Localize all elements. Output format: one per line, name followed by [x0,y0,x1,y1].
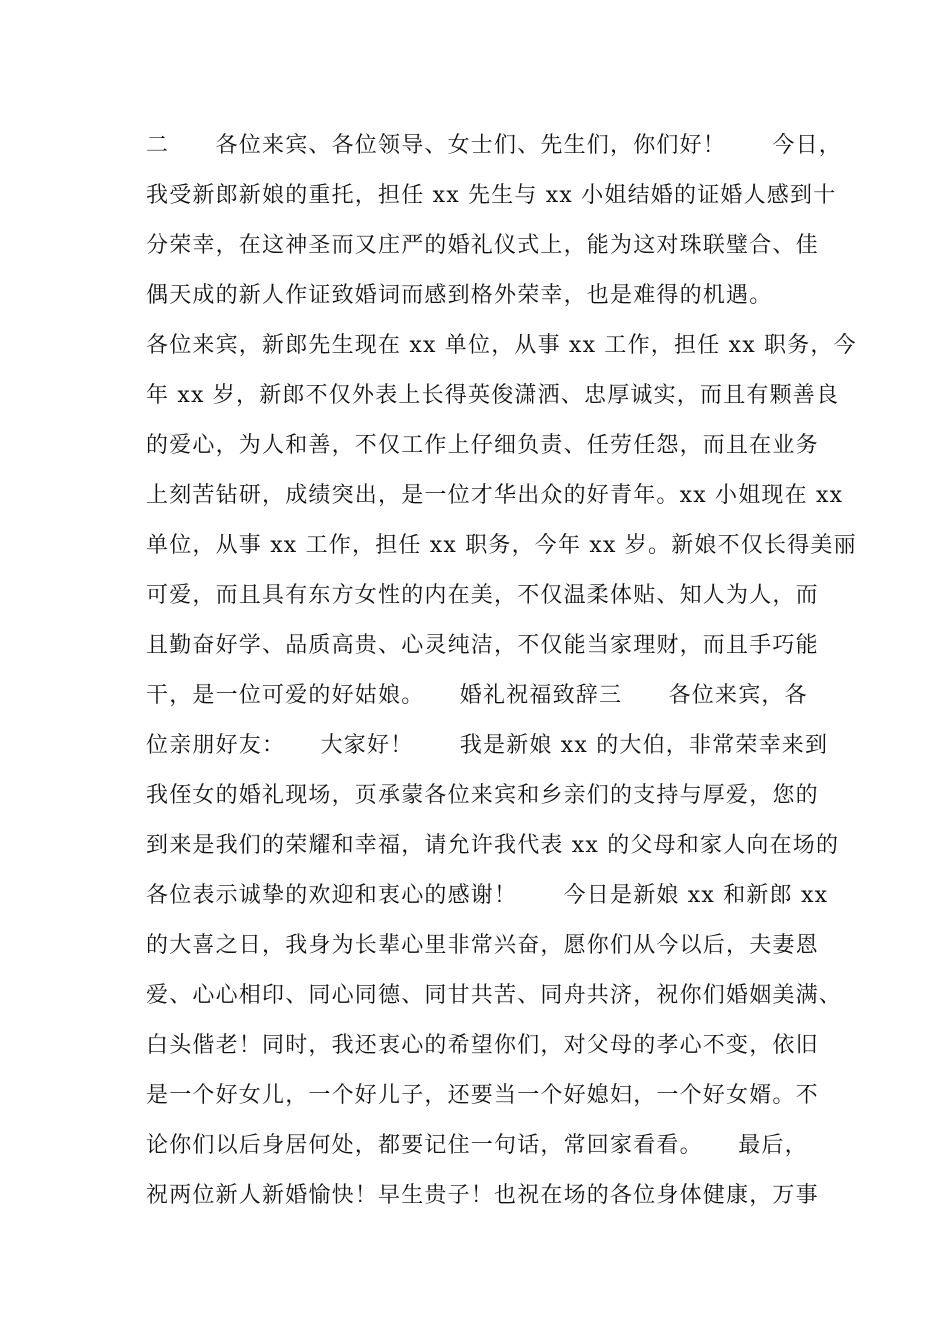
text-line: 且勤奋好学、品质高贵、心灵纯洁，不仅能当家理财，而且手巧能 [146,633,819,658]
text-line: 爱、心心相印、同心同德、同甘共苦、同舟共济，祝你们婚姻美满、 [146,983,843,1008]
text-line: 是一个好女儿，一个好儿子，还要当一个好媳妇，一个好女婿。不 [146,1083,819,1108]
text-line: 论你们以后身居何处，都要记住一句话，常回家看看。 最后， [146,1133,808,1158]
text-line: 祝两位新人新婚愉快！早生贵子！也祝在场的各位身体健康，万事 [146,1183,819,1208]
text-line: 的爱心，为人和善，不仅工作上仔细负责、任劳任怨，而且在业务 [146,433,819,458]
text-line: 单位，从事 xx 工作，担任 xx 职务，今年 xx 岁。新娘不仅长得美丽 [146,533,857,558]
text-line: 位亲朋好友： 大家好！ 我是新娘 xx 的大伯，非常荣幸来到 [146,733,829,758]
text-line: 到来是我们的荣耀和幸福，请允许我代表 xx 的父母和家人向在场的 [146,833,840,858]
text-line: 干，是一位可爱的好姑娘。 婚礼祝福致辞三 各位来宾，各 [146,683,808,708]
text-line: 偶天成的新人作证致婚词而感到格外荣幸，也是难得的机遇。 [146,283,773,308]
text-line: 上刻苦钻研，成绩突出，是一位才华出众的好青年。xx 小姐现在 xx [146,483,844,508]
text-line: 我受新郎新娘的重托，担任 xx 先生与 xx 小姐结婚的证婚人感到十 [146,183,837,208]
text-line: 各位来宾，新郎先生现在 xx 单位，从事 xx 工作，担任 xx 职务，今 [146,333,857,358]
text-line: 的大喜之日，我身为长辈心里非常兴奋，愿你们从今以后，夫妻恩 [146,933,819,958]
text-line: 各位表示诚挚的欢迎和衷心的感谢！ 今日是新娘 xx 和新郎 xx [146,883,829,908]
text-line: 白头偕老！同时，我还衷心的希望你们，对父母的孝心不变，依旧 [146,1033,819,1058]
text-line: 二 各位来宾、各位领导、女士们、先生们，你们好！ 今日， [146,133,843,158]
text-line: 年 xx 岁，新郎不仅外表上长得英俊潇洒、忠厚诚实，而且有颗善良 [146,383,840,408]
text-line: 可爱，而且具有东方女性的内在美，不仅温柔体贴、知人为人，而 [146,583,819,608]
text-line: 我侄女的婚礼现场，页承蒙各位来宾和乡亲们的支持与厚爱，您的 [146,783,819,808]
text-line: 分荣幸，在这神圣而又庄严的婚礼仪式上，能为这对珠联璧合、佳 [146,233,819,258]
